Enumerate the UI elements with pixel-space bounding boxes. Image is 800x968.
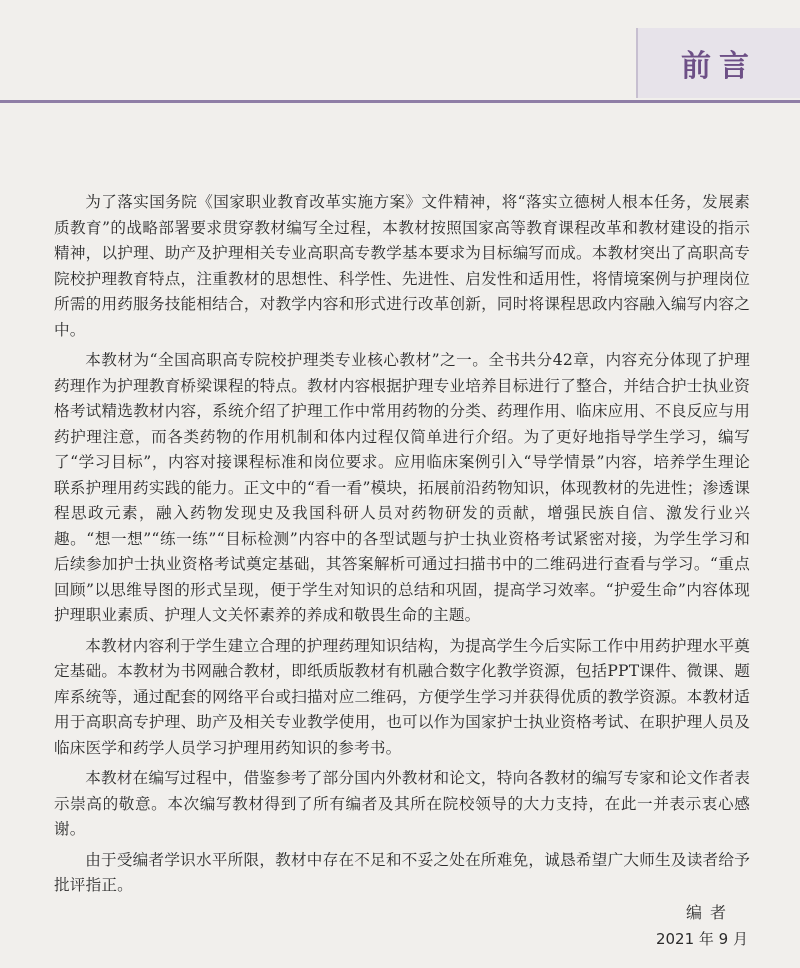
- author-label: 编者: [685, 903, 734, 922]
- signature-block: [656, 900, 748, 952]
- title-divider: [0, 100, 800, 103]
- paragraph-2: 本教材为“全国高职高专院校护理类专业核心教材”之一。全书共分42章，内容充分体现了护理药理作为护理教育桥梁课程的特点。教材内容根据护理专业培养目标进行了整合，并结合护士执业资格考试精选教材内容，系统介绍了护理工作中常用药物的分类、药理作用、临床应用、不良反应与用药护理注意，而各类药物的作用机制和体内过程仅简单进行介绍。为了更好地指导学生学习，编写了“学习目标”，内容对接课程标准和岗位要求。应用临床案例引入“导学情景”内容，培养学生理论联系护理用药实践的能力。正文中的“看一看”模块，拓展前沿药物知识，体现教材的先进性；渗透课程思政元素，融入药物发现史及我国科研人员对药物研发的贡献，增强民族自信、激发行业兴趣。“想一想”“练一练”“目标检测”内容中的各型试题与护士执业资格考试紧密对接，为学生学习和后续参加护士执业资格考试奠定基础，其答案解析可通过扫描书中的二维码进行查看与学习。“重点回顾”以思维导图的形式呈现，便于学生对知识的总结和巩固，提高学习效率。“护爱生命”内容体现护理职业素质、护理人文关怀素养的养成和敬畏生命的主题。: [54, 351, 750, 624]
- preface-body: [54, 190, 750, 899]
- paragraph-4: 本教材在编写过程中，借鉴参考了部分国内外教材和论文，特向各教材的编写专家和论文作者表示崇高的敬意。本次编写教材得到了所有编者及其所在院校领导的大力支持，在此一并表示衷心感谢。: [54, 769, 750, 838]
- date-label: 2021 年 9 月: [655, 930, 748, 948]
- paragraph-1: 为了落实国务院《国家职业教育改革实施方案》文件精神，将“落实立德树人根本任务，发展素质教育”的战略部署要求贯穿教材编写全过程，本教材按照国家高等教育课程改革和教材建设的指示精神，以护理、助产及护理相关专业高职高专教学基本要求为目标编写而成。本教材突出了高职高专院校护理教育特点，注重教材的思想性、科学性、先进性、启发性和适用性，将情境案例与护理岗位所需的用药服务技能相结合，对教学内容和形式进行改革创新，同时将课程思政内容融入编写内容之中。: [54, 193, 750, 339]
- page-title: 前言: [681, 49, 757, 84]
- title-band: [636, 28, 800, 98]
- paragraph-5: 由于受编者学识水平所限，教材中存在不足和不妥之处在所难免，诚恳希望广大师生及读者给予批评指正。: [54, 850, 750, 894]
- paragraph-3: 本教材内容利于学生建立合理的护理药理知识结构，为提高学生今后实际工作中用药护理水平奠定基础。本教材为书网融合教材，即纸质版教材有机融合数字化教学资源，包括PPT课件、微课、题库系统等，通过配套的网络平台或扫描对应二维码，方便学生学习并获得优质的教学资源。本教材适用于高职高专护理、助产及相关专业教学使用，也可以作为国家护士执业资格考试、在职护理人员及临床医学和药学人员学习护理用药知识的参考书。: [54, 636, 750, 757]
